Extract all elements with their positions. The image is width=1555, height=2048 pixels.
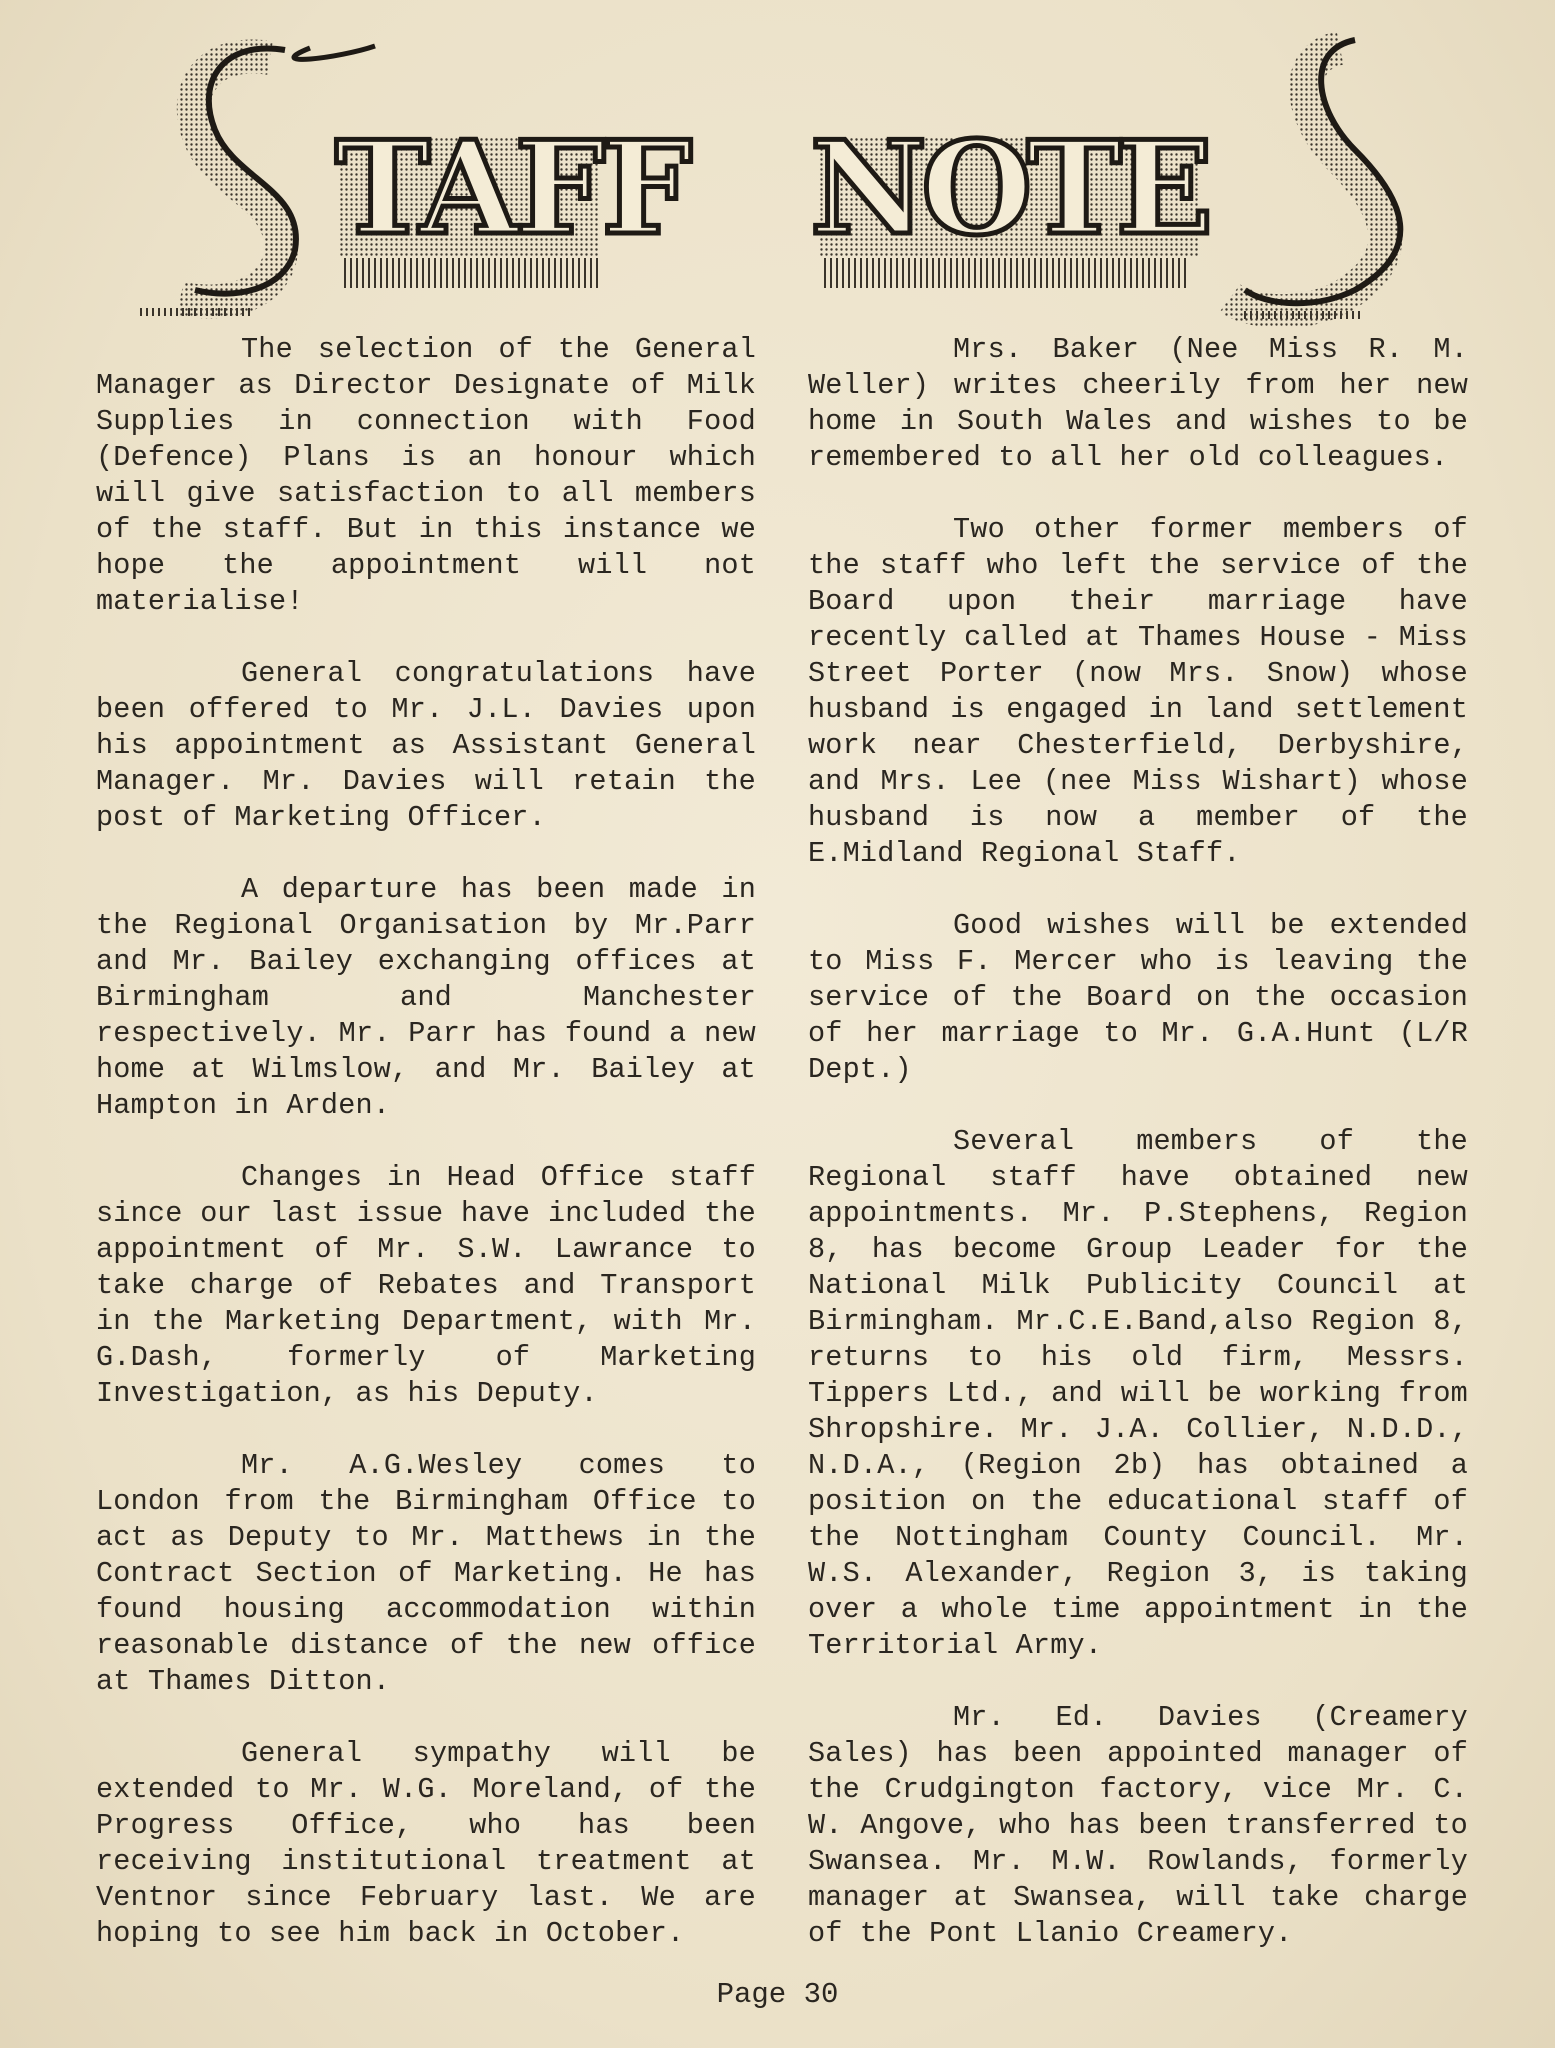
- article-paragraph: General sympathy will be extended to Mr. W.G. Moreland, of the Progress Office, who has been receiving institutional treatment at Ventnor since February last. We are hoping to see him back in October.: [96, 1737, 756, 1950]
- left-column: [96, 332, 756, 1952]
- masthead: [140, 28, 1430, 328]
- svg-text:TAFF: TAFF: [335, 114, 689, 264]
- article-paragraph: Two other former members of the staff who left the service of the Board upon their marriage have recently called at Thames House - Miss Street Porter (now Mrs. Snow) whose husband is engaged in land settlement work near Chesterfield, Derbyshire, and Mrs. Lee (nee Miss Wishart) whose husband is now a member of the E.Midland Regional Staff.: [808, 513, 1468, 870]
- article-paragraph: Good wishes will be extended to Miss F. Mercer who is leaving the service of the Board on the occasion of her marriage to Mr. G.A.Hunt (L/R Dept.): [808, 909, 1468, 1086]
- article-paragraph: Several members of the Regional staff have obtained new appointments. Mr. P.Stephens, Region 8, has become Group Leader for the National Milk Publicity Council at Birmingham. Mr.C.E.Band,also Region 8, returns to his old firm, Messrs. Tippers Ltd., and will be working from Shropshire. Mr. J.A. Collier, N.D.D., N.D.A., (Region 2b) has obtained a position on the educational staff of the Nottingham County Council. Mr. W.S. Alexander, Region 3, is taking over a whole time appointment in the Territorial Army.: [808, 1125, 1468, 1662]
- staff-notes-logo: [140, 28, 1430, 328]
- word-staff-letters: [335, 114, 691, 288]
- svg-text:NOTE: NOTE: [810, 114, 1208, 264]
- right-column: [808, 332, 1468, 1952]
- article-paragraph: Mr. A.G.Wesley comes to London from the Birmingham Office to act as Deputy to Mr. Matthews in the Contract Section of Marketing. He has found housing accommodation within reasonable distance of the new office at Thames Ditton.: [96, 1449, 756, 1698]
- swash-s-right: [1230, 40, 1400, 311]
- article-paragraph: A departure has been made in the Regional Organisation by Mr.Parr and Mr. Bailey exchanging offices at Birmingham and Manchester respectively. Mr. Parr has found a new home at Wilmslow, and Mr. Bailey at Hampton in Arden.: [96, 873, 756, 1122]
- article-paragraph: Mr. Ed. Davies (Creamery Sales) has been appointed manager of the Crudgington factory, vice Mr. C. W. Angove, who has been transferred to Swansea. Mr. M.W. Rowlands, formerly manager at Swansea, will take charge of the Pont Llanio Creamery.: [808, 1701, 1468, 1950]
- article-paragraph: General congratulations have been offered to Mr. J.L. Davies upon his appointment as Assistant General Manager. Mr. Davies will retain the post of Marketing Officer.: [96, 657, 756, 834]
- article-paragraph: Mrs. Baker (Nee Miss R. M. Weller) writes cheerily from her new home in South Wales and wishes to be remembered to all her old colleagues.: [808, 333, 1468, 474]
- article-paragraph: Changes in Head Office staff since our last issue have included the appointment of Mr. S.W. Lawrance to take charge of Rebates and Transport in the Marketing Department, with Mr. G.Dash, formerly of Marketing Investigation, as his Deputy.: [96, 1161, 756, 1410]
- word-notes-letters: [810, 114, 1207, 288]
- page-number: Page 30: [716, 1978, 839, 2011]
- article-paragraph: The selection of the General Manager as Director Designate of Milk Supplies in connection with Food (Defence) Plans is an honour which will give satisfaction to all members of the staff. But in this instance we hope the appointment will not materialise!: [96, 333, 756, 618]
